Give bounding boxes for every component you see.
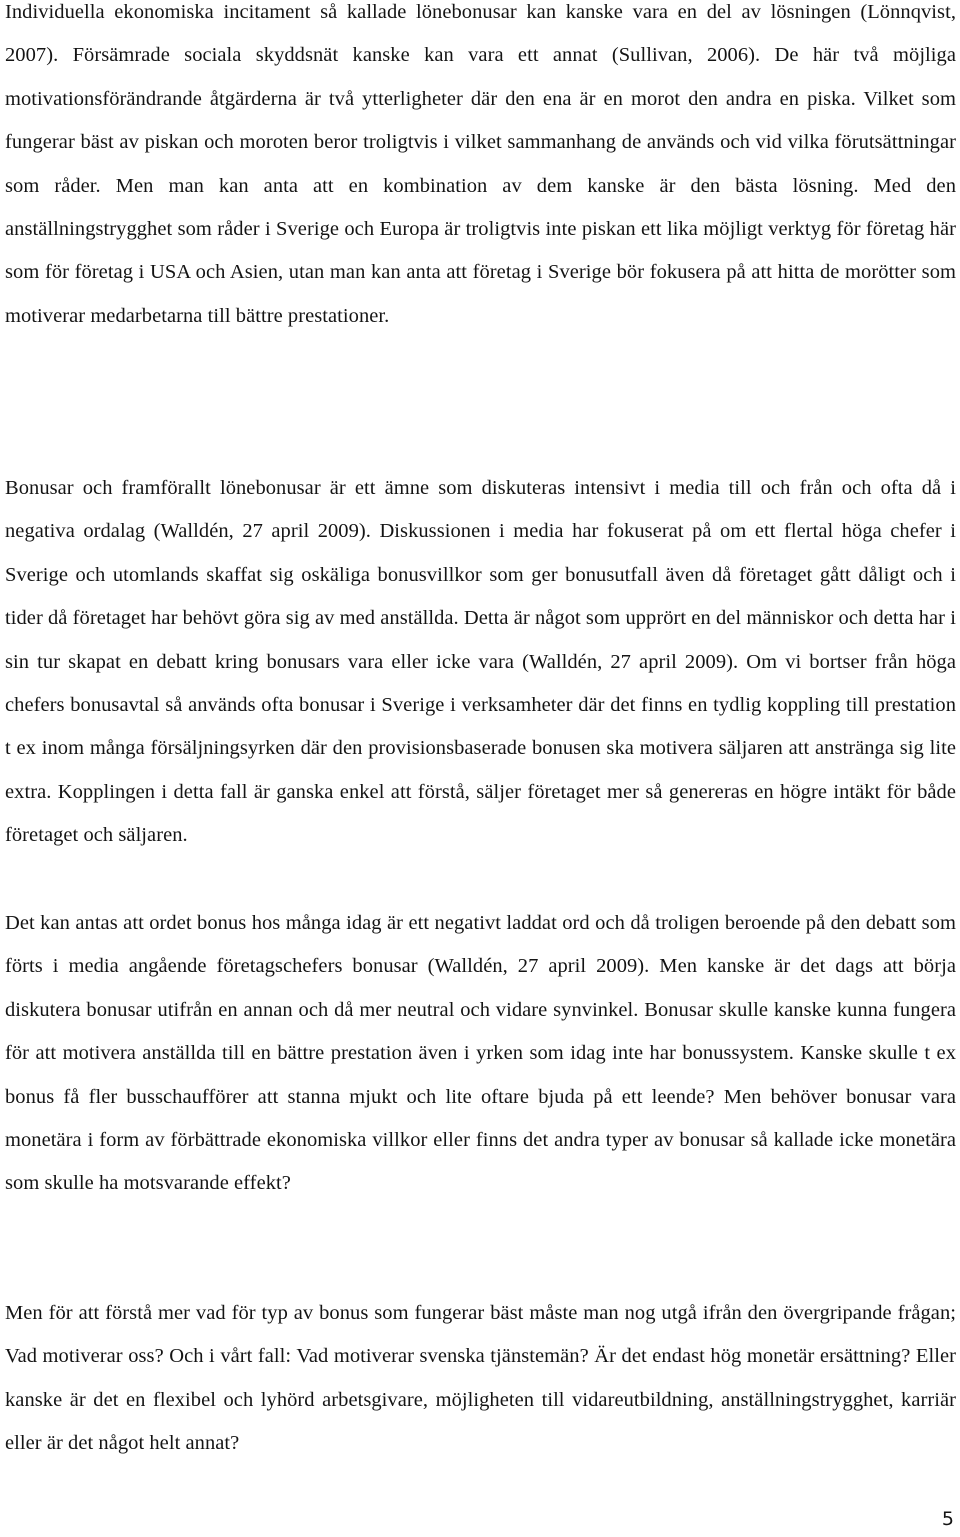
page-number: 5 xyxy=(941,1508,954,1530)
body-paragraph: Det kan antas att ordet bonus hos många idag är ett negativt laddat ord och då troligen beroende på den debatt som förts i media angående företagschefers bonusar (Walldén, 27 april 2009). Men kanske är det dags att börja diskutera bonusar utifrån en annan och då mer neutral och vidare synvinkel. Bonusar skulle kanske kunna fungera för att motivera anställda till en bättre prestation även i yrken som idag inte har bonussystem. Kanske skulle t ex bonus få fler busschaufförer att stanna mjukt och lite oftare bjuda på ett leende? Men behöver bonusar vara monetära i form av förbättrade ekonomiska villkor eller finns det andra typer av bonusar så kallade icke monetära som skulle ha motsvarande effekt? xyxy=(5,912,956,1195)
body-paragraph: Individuella ekonomiska incitament så kallade lönebonusar kan kanske vara en del av lösningen (Lönnqvist, 2007). Försämrade sociala skyddsnät kanske kan vara ett annat (Sullivan, 2006). De här två möjliga motivationsförändrande åtgärderna är två ytterligheter där den ena är en morot den andra en piska. Vilket som fungerar bäst av piskan och moroten beror troligtvis i vilket sammanhang de används och vid vilka förutsättningar som råder. Men man kan anta att en kombination av dem kanske är den bästa lösning. Med den anställningstrygghet som råder i Sverige och Europa är troligtvis inte piskan ett lika möjligt verktyg för företag här som för företag i USA och Asien, utan man kan anta att företag i Sverige bör fokusera på att hitta de morötter som motiverar medarbetarna till bättre prestationer. xyxy=(5,1,956,327)
body-paragraph: Bonusar och framförallt lönebonusar är ett ämne som diskuteras intensivt i media till och från och ofta då i negativa ordalag (Walldén, 27 april 2009). Diskussionen i media har fokuserat på om ett flertal höga chefer i Sverige och utomlands skaffat sig oskäliga bonusvillkor som ger bonusutfall även då företaget gått dåligt och i tider då företaget har behövt göra sig av med anställda. Detta är något som upprört en del människor och detta har i sin tur skapat en debatt kring bonusars vara eller icke vara (Walldén, 27 april 2009). Om vi bortser från höga chefers bonusavtal så används ofta bonusar i Sverige i verksamheter där det finns en tydlig koppling till prestation t ex inom många försäljningsyrken där den provisionsbaserade bonusen ska motivera säljaren att anstränga sig lite extra. Kopplingen i detta fall är ganska enkel att förstå, säljer företaget mer så genereras en högre intäkt för både företaget och säljaren. xyxy=(5,477,956,847)
body-paragraph: Men för att förstå mer vad för typ av bonus som fungerar bäst måste man nog utgå ifrån den övergripande frågan; Vad motiverar oss? Och i vårt fall: Vad motiverar svenska tjänstemän? Är det endast hög monetär ersättning? Eller kanske är det en flexibel och lyhörd arbetsgivare, möjligheten till vidareutbildning, anställningstrygghet, karriär eller är det något helt annat? xyxy=(5,1302,956,1455)
